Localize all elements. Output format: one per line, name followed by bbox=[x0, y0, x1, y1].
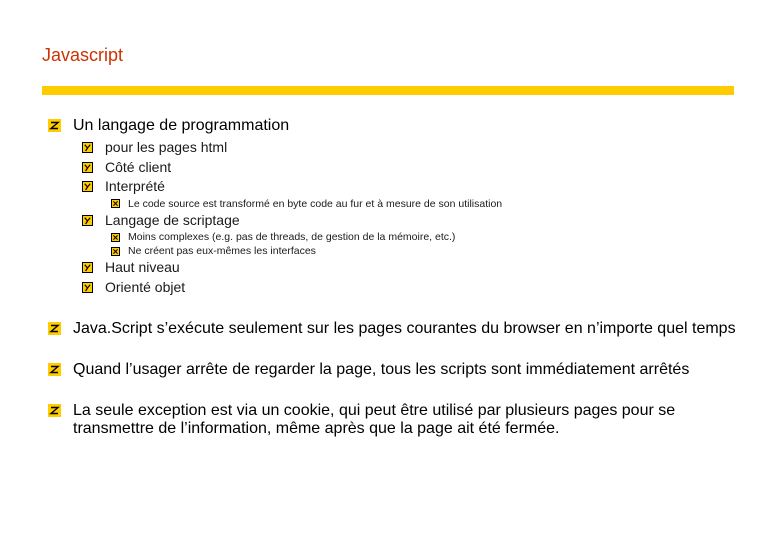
y-bullet-icon bbox=[82, 142, 93, 153]
bullet-level2: Orienté objet bbox=[82, 278, 738, 298]
x-bullet-icon bbox=[111, 247, 120, 256]
z-bullet-icon bbox=[48, 404, 61, 417]
bullet-level3: Ne créent pas eux-mêmes les interfaces bbox=[111, 244, 738, 258]
y-bullet-icon bbox=[82, 162, 93, 173]
bullet-level2: Haut niveau bbox=[82, 258, 738, 278]
z-bullet-icon bbox=[48, 322, 61, 335]
y-bullet-icon bbox=[82, 181, 93, 192]
bullet-level2: pour les pages html bbox=[82, 138, 738, 158]
x-bullet-icon bbox=[111, 233, 120, 242]
y-bullet-icon bbox=[82, 215, 93, 226]
slide-body bbox=[48, 117, 738, 438]
bullet-level3: Moins complexes (e.g. pas de threads, de gestion de la mémoire, etc.) bbox=[111, 230, 738, 244]
bullet-level3: Le code source est transformé en byte code au fur et à mesure de son utilisation bbox=[111, 197, 738, 211]
bullet-level2: Côté client bbox=[82, 158, 738, 178]
bullet-level2: Langage de scriptage bbox=[82, 211, 738, 231]
y-bullet-icon bbox=[82, 262, 93, 273]
title-divider bbox=[42, 86, 734, 95]
z-bullet-icon bbox=[48, 363, 61, 376]
z-bullet-icon bbox=[48, 119, 61, 132]
bullet-level2: Interprété bbox=[82, 177, 738, 197]
bullet-level1: Quand l’usager arrête de regarder la page, tous les scripts sont immédiatement arrêtés bbox=[48, 361, 738, 379]
bullet-level1: Un langage de programmation bbox=[48, 117, 738, 135]
bullet-level1: Java.Script s’exécute seulement sur les pages courantes du browser en n’importe quel temps bbox=[48, 320, 738, 338]
x-bullet-icon bbox=[111, 199, 120, 208]
y-bullet-icon bbox=[82, 282, 93, 293]
slide-title: Javascript bbox=[42, 45, 124, 65]
bullet-level1: La seule exception est via un cookie, qui peut être utilisé par plusieurs pages pour se transmettre de l’information, même après que la page ait été fermée. bbox=[48, 402, 738, 438]
